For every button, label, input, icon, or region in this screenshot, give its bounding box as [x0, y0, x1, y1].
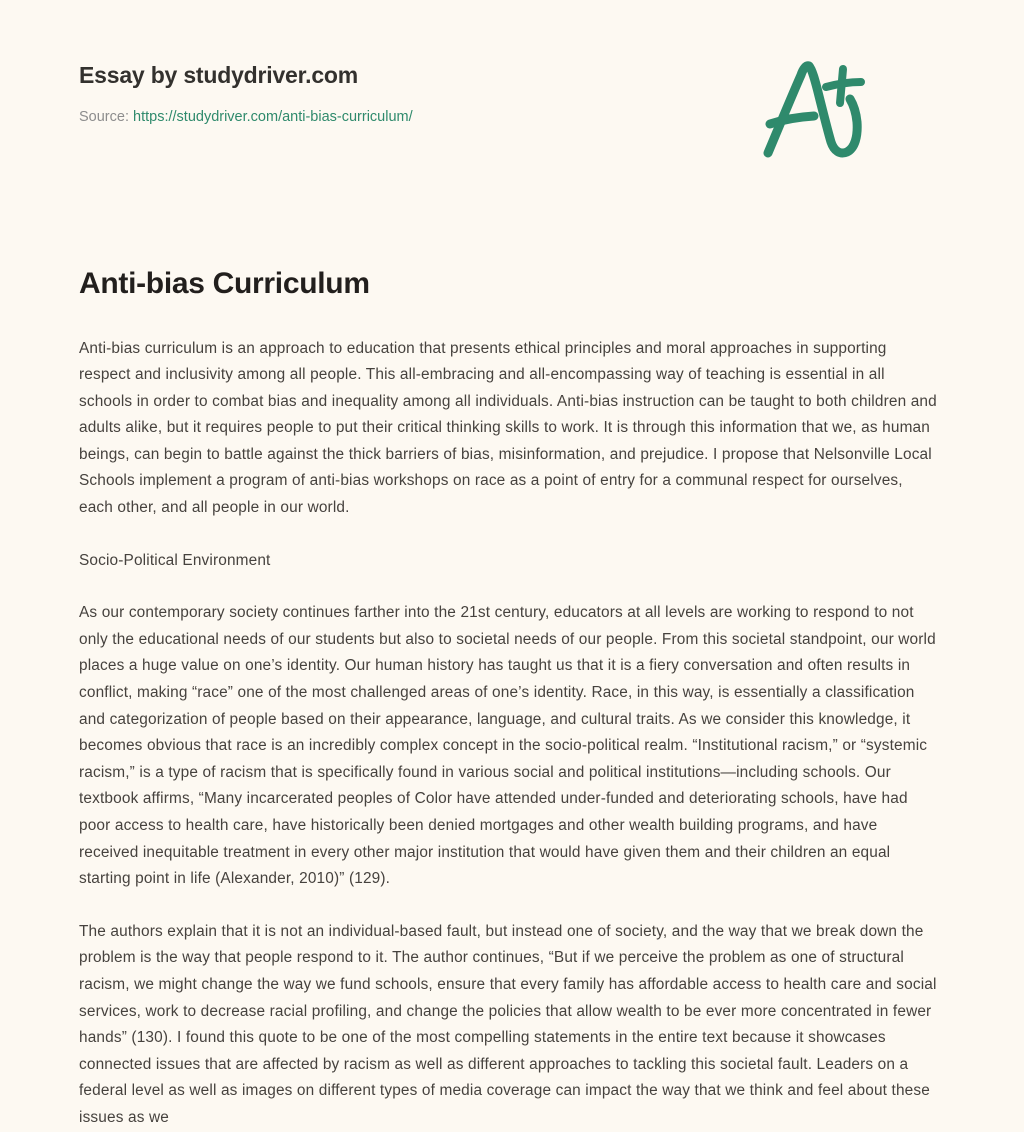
studydriver-a-plus-logo-icon [754, 58, 870, 162]
brand-title: Essay by studydriver.com [79, 62, 359, 88]
a-plus-logo-svg [754, 58, 870, 162]
article [79, 265, 945, 1132]
paragraph-socio-political: As our contemporary society continues farther into the 21st century, educators at all levels are working to respond to not only the educational needs of our students but also to societal needs of our people. From this societal standpoint, our world places a huge value on one’s identity. Our human history has taught us that it is a fiery conversation and often results in conflict, making “race” one of the most challenged areas of one’s identity. Race, in this way, is essentially a classification and categorization of people based on their appearance, language, and cultural traits. As we consider this knowledge, it becomes obvious that race is an incredibly complex concept in the socio-political realm. “Institutional racism,” or “systemic racism,” is a type of racism that is specifically found in various social and political institutions—including schools. Our textbook affirms, “Many incarcerated peoples of Color have attended under-funded and deteriorating schools, have had poor access to health care, have historically been denied mortgages and other wealth building programs, and have received inequitable treatment in every other major institution that would have given them and their children an equal starting point in life (Alexander, 2010)” (129). [79, 604, 936, 888]
article-body [79, 336, 941, 1132]
page-header [79, 0, 945, 182]
paragraph-intro: Anti-bias curriculum is an approach to education that presents ethical principles and moral approaches in supporting respect and inclusivity among all people. This all-embracing and all-encompassing way of teaching is essential in all schools in order to combat bias and inequality among all individuals. Anti-bias instruction can be taught to both children and adults alike, but it requires people to put their critical thinking skills to work. It is through this information that we, as human beings, can begin to battle against the thick barriers of bias, misinformation, and prejudice. I propose that Nelsonville Local Schools implement a program of anti-bias workshops on race as a point of entry for a communal respect for ourselves, each other, and all people in our world. [79, 339, 937, 517]
paragraph-authors-explain: The authors explain that it is not an individual-based fault, but instead one of society, and the way that we break down the problem is the way that people respond to it. The author continues, “But if we perceive the problem as one of structural racism, we might change the way we fund schools, ensure that every family has affordable access to health care and social services, work to decrease racial profiling, and change the policies that allow wealth to be ever more concentrated in fewer hands” (130). I found this quote to be one of the most compelling statements in the entire text because it showcases connected issues that are affected by racism as well as different approaches to tackling this societal fault. Leaders on a federal level as well as images on different types of media coverage can impact the way that we think and feel about these issues as we [79, 922, 937, 1126]
section-heading-socio-political: Socio-Political Environment [79, 551, 271, 569]
source-label: Source: [79, 108, 129, 125]
page-title: Anti-bias Curriculum [79, 267, 370, 300]
source-url-link[interactable]: https://studydriver.com/anti-bias-curriculum/ [133, 108, 413, 125]
